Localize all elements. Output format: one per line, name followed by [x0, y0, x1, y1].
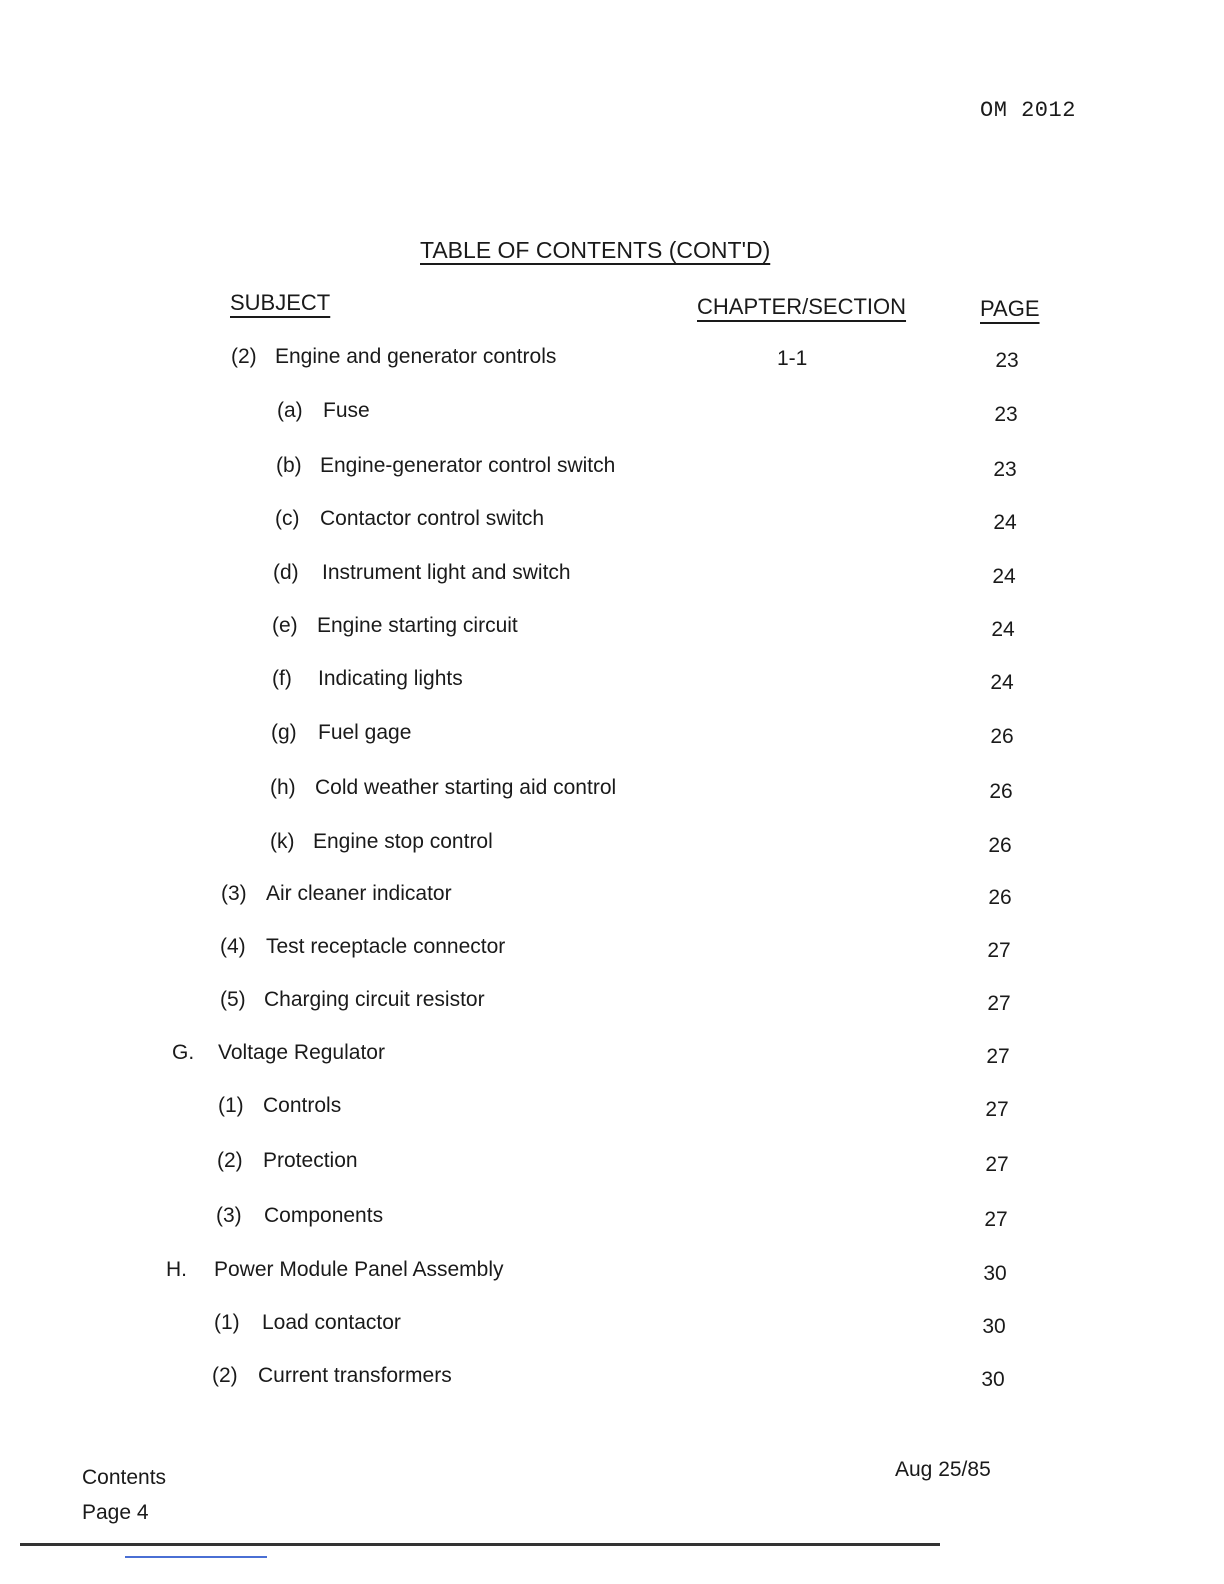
entry-page: 30 — [981, 1368, 1005, 1391]
entry-label: Voltage Regulator — [218, 1041, 385, 1064]
entry-label: Engine starting circuit — [317, 614, 518, 637]
entry-marker: (1) — [214, 1311, 240, 1334]
column-header-chapter-section: CHAPTER/SECTION — [697, 294, 907, 319]
entry-page: 26 — [989, 780, 1013, 803]
toc-entry — [0, 345, 1224, 375]
entry-page: 24 — [991, 618, 1015, 641]
entry-marker: (d) — [273, 561, 299, 584]
toc-entry — [0, 1149, 1224, 1179]
toc-entry — [0, 1041, 1224, 1071]
footer-left — [82, 1460, 166, 1530]
entry-marker: (f) — [272, 667, 292, 690]
footer-date: Aug 25/85 — [895, 1458, 991, 1481]
bottom-link-line — [125, 1556, 267, 1558]
bottom-rule — [20, 1543, 940, 1546]
entry-label: Fuel gage — [318, 721, 412, 744]
toc-entry — [0, 935, 1224, 965]
entry-page: 24 — [990, 671, 1014, 694]
toc-entry — [0, 1311, 1224, 1341]
entry-page: 30 — [982, 1315, 1006, 1338]
footer-page-number: Page 4 — [82, 1501, 149, 1524]
entry-page: 23 — [994, 403, 1018, 426]
toc-entry — [0, 614, 1224, 644]
entry-label: Indicating lights — [318, 667, 463, 690]
entry-label: Charging circuit resistor — [264, 988, 485, 1011]
entry-label: Contactor control switch — [320, 507, 545, 530]
entry-page: 24 — [992, 565, 1016, 588]
toc-entry — [0, 1364, 1224, 1394]
toc-entry — [0, 1094, 1224, 1124]
toc-entry — [0, 1204, 1224, 1234]
entry-label: Air cleaner indicator — [266, 882, 452, 905]
page-title: TABLE OF CONTENTS (CONT'D) — [420, 237, 771, 263]
entry-label: Load contactor — [262, 1311, 401, 1334]
entry-marker: (2) — [212, 1364, 238, 1387]
footer-section: Contents — [82, 1466, 167, 1489]
entry-marker: (k) — [270, 830, 295, 853]
toc-entry — [0, 561, 1224, 591]
toc-entry — [0, 882, 1224, 912]
toc-entry — [0, 667, 1224, 697]
toc-entry — [0, 776, 1224, 806]
entry-label: Controls — [263, 1094, 342, 1117]
entry-label: Cold weather starting aid control — [315, 776, 617, 799]
entry-page: 27 — [984, 1208, 1008, 1231]
entry-marker: (e) — [272, 614, 298, 637]
entry-marker: (b) — [276, 454, 302, 477]
entry-label: Engine-generator control switch — [320, 454, 616, 477]
toc-entry — [0, 721, 1224, 751]
entry-marker: (4) — [220, 935, 246, 958]
column-header-subject: SUBJECT — [230, 290, 331, 315]
column-header-page: PAGE — [980, 296, 1040, 321]
entry-label: Engine and generator controls — [275, 345, 557, 368]
entry-marker: (3) — [221, 882, 247, 905]
entry-page: 26 — [988, 834, 1012, 857]
entry-marker: (2) — [231, 345, 257, 368]
entry-label: Protection — [263, 1149, 358, 1172]
entry-marker: (1) — [218, 1094, 244, 1117]
entry-label: Fuse — [323, 399, 370, 422]
entry-marker: G. — [172, 1041, 195, 1064]
entry-marker: (a) — [277, 399, 303, 422]
entry-page: 26 — [988, 886, 1012, 909]
entry-marker: (3) — [216, 1204, 242, 1227]
entry-page: 23 — [993, 458, 1017, 481]
entry-page: 23 — [995, 349, 1019, 372]
entry-chapter: 1-1 — [777, 347, 808, 370]
entry-page: 27 — [986, 1045, 1010, 1068]
entry-label: Instrument light and switch — [322, 561, 571, 584]
document-id: OM 2012 — [980, 98, 1076, 123]
toc-entry — [0, 988, 1224, 1018]
entry-page: 27 — [985, 1153, 1009, 1176]
entry-label: Test receptacle connector — [266, 935, 506, 958]
entry-page: 27 — [987, 939, 1011, 962]
entry-marker: (5) — [220, 988, 246, 1011]
entry-marker: (c) — [275, 507, 300, 530]
entry-label: Engine stop control — [313, 830, 493, 853]
entry-marker: (h) — [270, 776, 296, 799]
entry-page: 26 — [990, 725, 1014, 748]
entry-marker: H. — [166, 1258, 187, 1281]
toc-entry — [0, 507, 1224, 537]
entry-label: Power Module Panel Assembly — [214, 1258, 504, 1281]
entry-marker: (2) — [217, 1149, 243, 1172]
entry-page: 30 — [983, 1262, 1007, 1285]
entry-label: Components — [264, 1204, 384, 1227]
toc-entry — [0, 830, 1224, 860]
toc-entry — [0, 399, 1224, 429]
entry-label: Current transformers — [258, 1364, 452, 1387]
entry-page: 27 — [987, 992, 1011, 1015]
entry-page: 24 — [993, 511, 1017, 534]
toc-entry — [0, 454, 1224, 484]
toc-entry — [0, 1258, 1224, 1288]
entry-page: 27 — [985, 1098, 1009, 1121]
entry-marker: (g) — [271, 721, 297, 744]
